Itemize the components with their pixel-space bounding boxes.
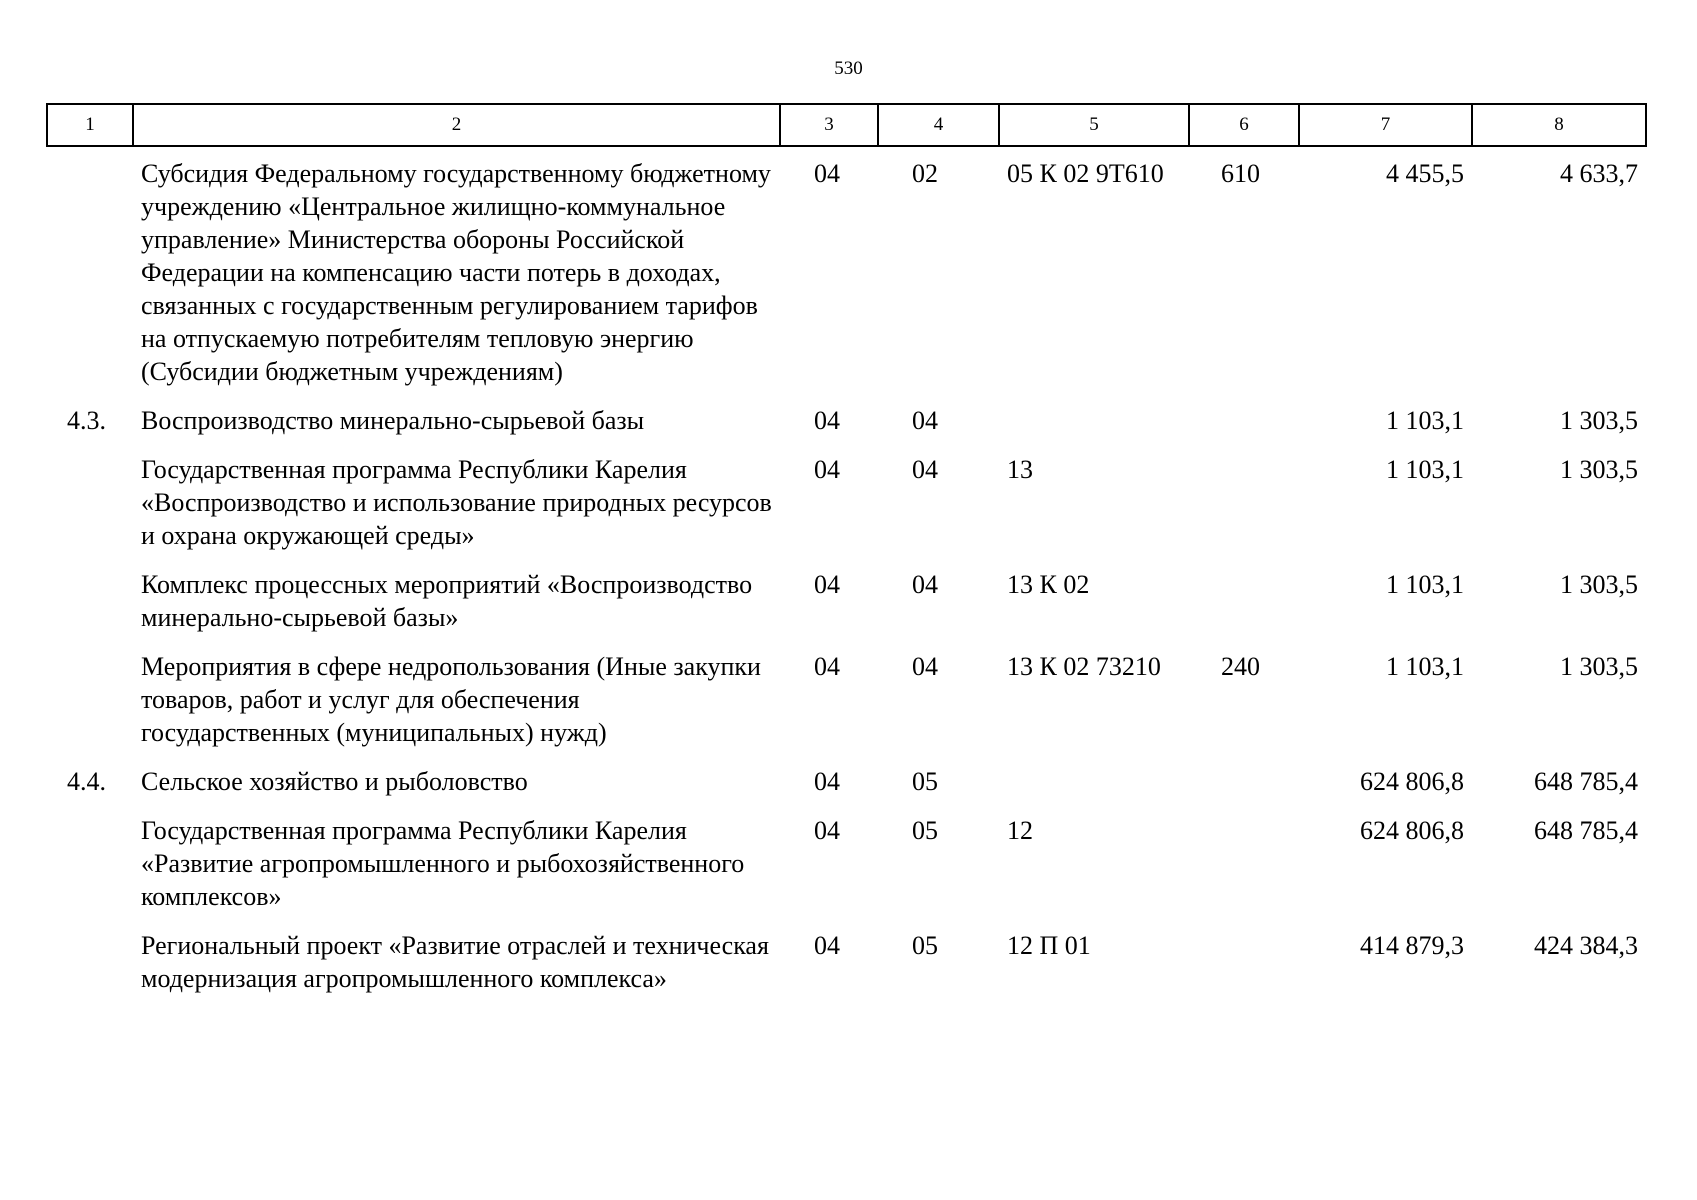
row-number [47, 146, 133, 404]
table-row [47, 650, 1646, 765]
row-target-article: 12 [1007, 816, 1033, 845]
row-amount-2: 648 785,4 [1534, 767, 1638, 796]
row-subsection: 05 [912, 816, 938, 845]
row-expense-type: 240 [1221, 652, 1260, 681]
row-section: 04 [814, 767, 840, 796]
row-expense-type [1189, 453, 1299, 568]
row-subsection: 04 [912, 570, 938, 599]
row-name: Государственная программа Республики Карелия «Воспроизводство и использование природных ресурсов и охрана окружающей среды» [141, 455, 772, 550]
row-number: 4.3. [67, 406, 106, 435]
row-amount-2: 4 633,7 [1560, 159, 1638, 188]
row-amount-1: 1 103,1 [1386, 570, 1464, 599]
row-number [47, 929, 133, 1011]
table-row [47, 453, 1646, 568]
row-subsection: 05 [912, 931, 938, 960]
table-row [47, 568, 1646, 650]
row-target-article [999, 765, 1189, 814]
column-header-expense-type: 6 [1189, 104, 1299, 146]
row-section: 04 [814, 570, 840, 599]
row-name: Государственная программа Республики Карелия «Развитие агропромышленного и рыбохозяйственного комплексов» [141, 816, 745, 911]
column-header-section: 3 [780, 104, 878, 146]
row-name: Мероприятия в сфере недропользования (Иные закупки товаров, работ и услуг для обеспечения государственных (муниципальных) нужд) [141, 652, 761, 747]
table-row [47, 814, 1646, 929]
table-row [47, 146, 1646, 404]
row-expense-type [1189, 765, 1299, 814]
row-name: Субсидия Федеральному государственному бюджетному учреждению «Центральное жилищно-коммунальное управление» Министерства обороны Российской Федерации на компенсацию части потерь в доходах, связанных с государственным регулированием тарифов на отпускаемую потребителям тепловую энергию (Субсидии бюджетным учреждениям) [141, 159, 771, 386]
row-number [47, 568, 133, 650]
row-expense-type [1189, 814, 1299, 929]
row-name: Комплекс процессных мероприятий «Воспроизводство минерально-сырьевой базы» [141, 570, 753, 632]
row-target-article: 13 К 02 [1007, 570, 1090, 599]
row-amount-2: 1 303,5 [1560, 570, 1638, 599]
row-number [47, 814, 133, 929]
row-target-article: 13 К 02 73210 [1007, 652, 1161, 681]
row-section: 04 [814, 159, 840, 188]
row-amount-1: 624 806,8 [1360, 816, 1464, 845]
budget-table [46, 103, 1647, 1011]
table-row [47, 765, 1646, 814]
row-amount-1: 1 103,1 [1386, 406, 1464, 435]
row-section: 04 [814, 455, 840, 484]
row-subsection: 04 [912, 455, 938, 484]
row-name: Региональный проект «Развитие отраслей и техническая модернизация агропромышленного комплекса» [141, 931, 769, 993]
row-subsection: 04 [912, 406, 938, 435]
row-section: 04 [814, 652, 840, 681]
row-amount-2: 424 384,3 [1534, 931, 1638, 960]
row-number: 4.4. [67, 767, 106, 796]
row-target-article: 05 К 02 9Т610 [1007, 159, 1164, 188]
column-header-target-article: 5 [999, 104, 1189, 146]
table-row [47, 929, 1646, 1011]
row-amount-2: 1 303,5 [1560, 652, 1638, 681]
row-amount-1: 1 103,1 [1386, 455, 1464, 484]
page-number: 530 [834, 58, 863, 79]
column-header-amount-2: 8 [1472, 104, 1646, 146]
row-target-article [999, 404, 1189, 453]
table-row [47, 404, 1646, 453]
row-subsection: 02 [912, 159, 938, 188]
row-expense-type: 610 [1221, 159, 1260, 188]
row-amount-1: 1 103,1 [1386, 652, 1464, 681]
row-name: Воспроизводство минерально-сырьевой базы [141, 406, 645, 435]
row-amount-2: 1 303,5 [1560, 455, 1638, 484]
row-amount-2: 648 785,4 [1534, 816, 1638, 845]
row-target-article: 12 П 01 [1007, 931, 1091, 960]
row-section: 04 [814, 406, 840, 435]
row-subsection: 04 [912, 652, 938, 681]
row-subsection: 05 [912, 767, 938, 796]
row-number [47, 650, 133, 765]
row-expense-type [1189, 568, 1299, 650]
column-header-name: 2 [133, 104, 780, 146]
row-target-article: 13 [1007, 455, 1033, 484]
row-amount-1: 414 879,3 [1360, 931, 1464, 960]
row-expense-type [1189, 404, 1299, 453]
column-header-amount-1: 7 [1299, 104, 1472, 146]
column-header-subsection: 4 [878, 104, 999, 146]
row-number [47, 453, 133, 568]
row-name: Сельское хозяйство и рыболовство [141, 767, 528, 796]
row-expense-type [1189, 929, 1299, 1011]
row-section: 04 [814, 816, 840, 845]
row-amount-1: 624 806,8 [1360, 767, 1464, 796]
table-header-row [47, 104, 1646, 146]
row-section: 04 [814, 931, 840, 960]
column-header-number: 1 [47, 104, 133, 146]
row-amount-1: 4 455,5 [1386, 159, 1464, 188]
row-amount-2: 1 303,5 [1560, 406, 1638, 435]
